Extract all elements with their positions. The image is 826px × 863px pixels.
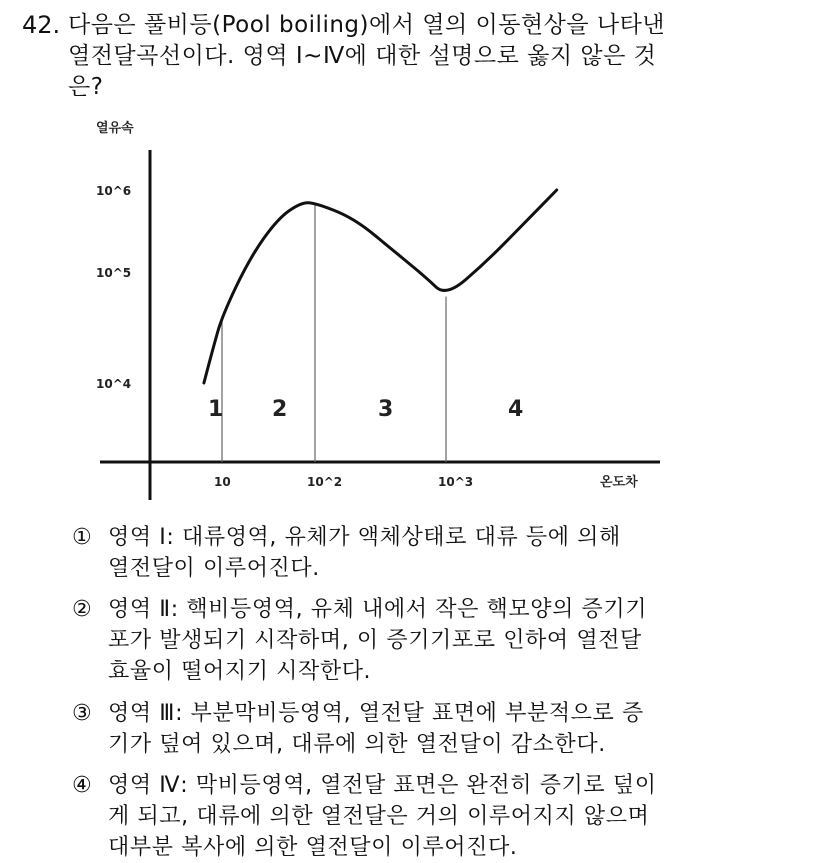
option-text-line: 영역 Ⅱ: 핵비등영역, 유체 내에서 작은 핵모양의 증기기	[108, 597, 648, 622]
y-tick-label: 10^4	[96, 377, 132, 391]
heat-flux-curve	[204, 190, 557, 383]
region-label: 4	[508, 397, 524, 422]
x-tick-label: 10^2	[307, 475, 343, 489]
option-number: ④	[72, 773, 92, 798]
region-label: 3	[378, 397, 394, 422]
x-tick-label: 10	[214, 475, 231, 489]
y-axis-label: 열유속	[96, 121, 134, 136]
question-text-line: 다음은 풀비등(Pool boiling)에서 열의 이동현상을 나타낸	[68, 12, 666, 38]
question-text-line: 은?	[68, 74, 104, 100]
option-text-line: 영역 Ⅰ: 대류영역, 유체가 액체상태로 대류 등에 의해	[108, 525, 621, 550]
x-axis-label: 온도차	[600, 475, 638, 490]
y-tick-label: 10^5	[96, 266, 132, 280]
option-text-line: 영역 Ⅲ: 부분막비등영역, 열전달 표면에 부분적으로 증	[108, 701, 644, 726]
y-tick-label: 10^6	[96, 184, 132, 198]
option-text-line: 기가 덮여 있으며, 대류에 의한 열전달이 감소한다.	[108, 732, 606, 757]
option-text-line: 열전달이 이루어진다.	[108, 556, 320, 581]
x-tick-label: 10^3	[438, 475, 474, 489]
option-text-line: 영역 Ⅳ: 막비등영역, 열전달 표면은 완전히 증기로 덮이	[108, 773, 657, 798]
option-text-line: 게 되고, 대류에 의한 열전달은 거의 이루어지지 않으며	[108, 804, 650, 829]
option-number: ①	[72, 525, 92, 550]
boiling-curve-svg	[60, 110, 680, 510]
option-text-line: 대부분 복사에 의한 열전달이 이루어진다.	[108, 835, 518, 860]
option-text-line: 포가 발생되기 시작하며, 이 증기기포로 인하여 열전달	[108, 628, 642, 653]
question-number: 42.	[22, 11, 61, 39]
region-label: 2	[272, 397, 288, 422]
boiling-curve-chart	[60, 110, 680, 510]
question-text-line: 열전달곡선이다. 영역 Ⅰ~Ⅳ에 대한 설명으로 옳지 않은 것	[68, 43, 657, 69]
region-label: 1	[208, 397, 224, 422]
option-number: ②	[72, 597, 92, 622]
option-text-line: 효율이 떨어지기 시작한다.	[108, 659, 372, 684]
option-number: ③	[72, 701, 92, 726]
